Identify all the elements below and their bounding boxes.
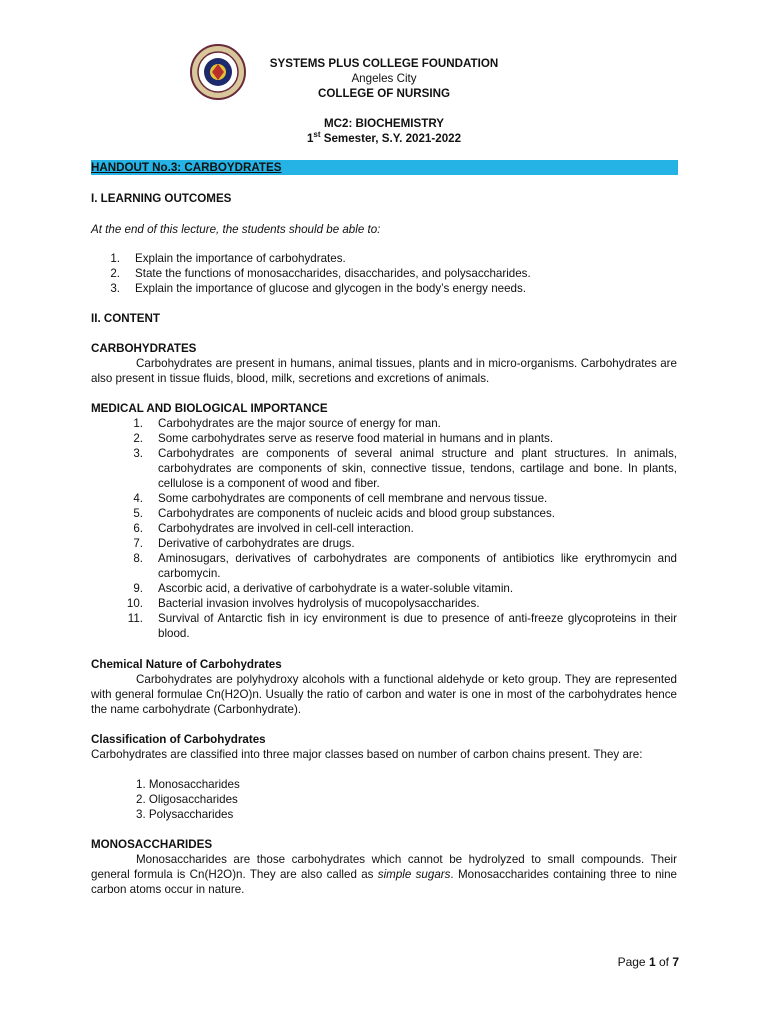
- classification-paragraph: Carbohydrates are classified into three major classes based on number of carbon chains present. They are:: [91, 748, 643, 761]
- of-label: of: [655, 955, 673, 969]
- importance-item: Ascorbic acid, a derivative of carbohydrate is a water-soluble vitamin.: [158, 582, 514, 595]
- page-number-footer: [618, 955, 679, 970]
- importance-number: 7.: [133, 537, 143, 550]
- learning-outcomes-heading: I. LEARNING OUTCOMES: [91, 192, 232, 205]
- importance-item: Survival of Antarctic fish in icy environment is due to presence of anti-freeze glycoproteins in their blood.: [158, 612, 677, 640]
- importance-number: 4.: [133, 492, 143, 505]
- importance-item: Some carbohydrates serve as reserve food material in humans and in plants.: [158, 432, 554, 445]
- importance-number: 10.: [126, 597, 143, 610]
- importance-item: Bacterial invasion involves hydrolysis of mucopolysaccharides.: [158, 597, 480, 610]
- outcome-item: Explain the importance of carbohydrates.: [135, 252, 346, 265]
- importance-item: Derivative of carbohydrates are drugs.: [158, 537, 355, 550]
- institution-name: SYSTEMS PLUS COLLEGE FOUNDATION: [269, 57, 499, 70]
- current-page: 1: [648, 955, 656, 969]
- semester-number: 1: [306, 132, 314, 145]
- chemical-nature-heading: Chemical Nature of Carbohydrates: [91, 658, 282, 671]
- importance-item: Carbohydrates are the major source of energy for man.: [158, 417, 441, 430]
- importance-number: 8.: [133, 552, 143, 565]
- outcome-item: State the functions of monosaccharides, disaccharides, and polysaccharides.: [135, 267, 531, 280]
- importance-item: Carbohydrates are components of several animal structure and plant structures. In animals, carbohydrates are components of skin, connective tissue, tendons, cartilage and bone. In plants, cellulose is a component of wood and fiber.: [158, 447, 677, 490]
- importance-number: 11.: [127, 612, 143, 625]
- carbohydrates-heading: CARBOHYDRATES: [91, 342, 197, 355]
- importance-item: Carbohydrates are involved in cell-cell interaction.: [158, 522, 414, 535]
- outcome-item: Explain the importance of glucose and glycogen in the body’s energy needs.: [135, 282, 527, 295]
- outcome-number: 3.: [110, 282, 120, 295]
- importance-number: 2.: [133, 432, 143, 445]
- importance-number: 6.: [133, 522, 143, 535]
- monosaccharides-paragraph: [91, 852, 677, 897]
- semester-suffix: st: [313, 130, 321, 140]
- monosaccharides-emphasis: simple sugars: [377, 868, 451, 881]
- importance-number: 5.: [133, 507, 143, 520]
- college-name: COLLEGE OF NURSING: [317, 87, 451, 100]
- importance-number: 3.: [133, 447, 143, 460]
- handout-title-bar: HANDOUT No.3: CARBOYDRATES: [91, 160, 678, 175]
- learning-outcomes-intro: At the end of this lecture, the students should be able to:: [91, 223, 381, 236]
- medical-importance-heading: MEDICAL AND BIOLOGICAL IMPORTANCE: [91, 402, 328, 415]
- monosaccharides-heading: MONOSACCHARIDES: [91, 838, 213, 851]
- semester-line: [0, 131, 768, 146]
- chemical-nature-paragraph: Carbohydrates are polyhydroxy alcohols with a functional aldehyde or keto group. They are represented with general formulae Cn(H2O)n. Usually the ratio of carbon and water is one in most of the carbohydrates hence the name carbohydrate (Carbonhydrate).: [91, 673, 677, 716]
- semester-text: Semester, S.Y. 2021-2022: [320, 132, 462, 145]
- classification-item: 2. Oligosaccharides: [136, 793, 238, 806]
- outcome-number: 2.: [110, 267, 120, 280]
- monosaccharides-text-b: . Monosaccharides containing three to nine carbon atoms occur in nature.: [91, 868, 677, 896]
- classification-item: 1. Monosaccharides: [136, 778, 240, 791]
- importance-number: 9.: [133, 582, 143, 595]
- course-title: MC2: BIOCHEMISTRY: [323, 117, 445, 130]
- carbohydrates-paragraph: Carbohydrates are present in humans, animal tissues, plants and in micro-organisms. Carbohydrates are also present in tissue fluids, blood, milk, secretions and excretions of animals.: [91, 357, 677, 385]
- importance-item: Aminosugars, derivatives of carbohydrates are components of antibiotics like erythromycin and carbomycin.: [158, 552, 677, 580]
- importance-item: Some carbohydrates are components of cell membrane and nervous tissue.: [158, 492, 548, 505]
- total-pages: 7: [672, 955, 679, 969]
- monosaccharides-text-a: Monosaccharides are those carbohydrates which cannot be hydrolyzed to small compounds. Their general formula is Cn(H2O)n. They are also called as: [91, 853, 677, 881]
- content-heading: II. CONTENT: [91, 312, 160, 325]
- outcome-number: 1.: [110, 252, 120, 265]
- classification-item: 3. Polysaccharides: [136, 808, 234, 821]
- page-label: Page: [617, 955, 649, 969]
- city-name: Angeles City: [351, 72, 417, 85]
- classification-heading: Classification of Carbohydrates: [91, 733, 266, 746]
- importance-number: 1.: [133, 417, 143, 430]
- importance-item: Carbohydrates are components of nucleic acids and blood group substances.: [158, 507, 556, 520]
